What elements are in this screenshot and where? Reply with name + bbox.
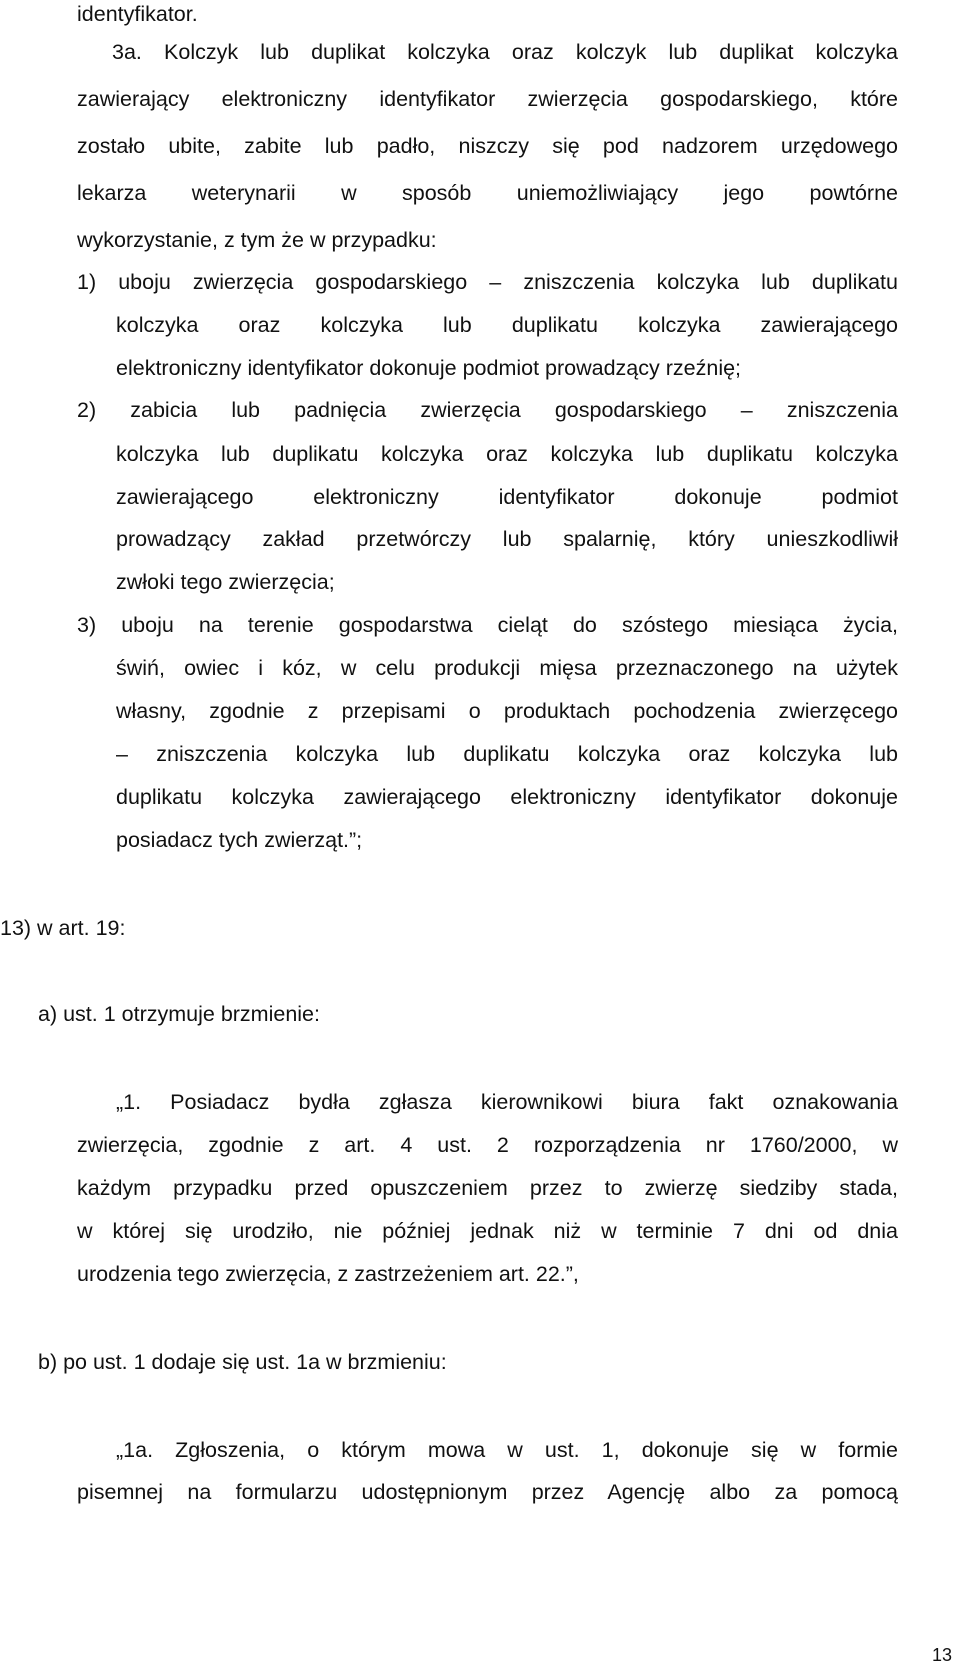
quote-1-line: każdym przypadku przed opuszczeniem przez to zwierzę siedziby stada, — [77, 1176, 898, 1200]
point-13-heading: 13) w art. 19: — [0, 916, 126, 940]
quote-1-line: „1. Posiadacz bydła zgłasza kierownikowi biura fakt oznakowania — [116, 1090, 898, 1114]
list-item-3-line: duplikatu kolczyka zawierającego elektroniczny identyfikator dokonuje — [116, 785, 898, 809]
page-number: 13 — [931, 1645, 952, 1665]
quote-1a-line: „1a. Zgłoszenia, o którym mowa w ust. 1, dokonuje się w formie — [116, 1438, 898, 1462]
list-item-3-line: posiadacz tych zwierząt.”; — [116, 828, 363, 852]
paragraph-3a-line: 3a. Kolczyk lub duplikat kolczyka oraz kolczyk lub duplikat kolczyka — [112, 40, 898, 64]
list-item-3-line: świń, owiec i kóz, w celu produkcji mięsa przeznaczonego na użytek — [116, 656, 898, 680]
list-item-1-line: elektroniczny identyfikator dokonuje podmiot prowadzący rzeźnię; — [116, 356, 742, 380]
list-item-3-line: własny, zgodnie z przepisami o produktach pochodzenia zwierzęcego — [116, 699, 898, 723]
list-item-2-line: 2) zabicia lub padnięcia zwierzęcia gospodarskiego – zniszczenia — [77, 398, 898, 422]
paragraph-3a-line: zostało ubite, zabite lub padło, niszczy się pod nadzorem urzędowego — [77, 134, 898, 158]
list-item-2-line: zwłoki tego zwierzęcia; — [116, 570, 335, 594]
list-item-3-line: – zniszczenia kolczyka lub duplikatu kolczyka oraz kolczyka lub — [116, 742, 898, 766]
subpoint-a-heading: a) ust. 1 otrzymuje brzmienie: — [38, 1002, 320, 1026]
text-line: identyfikator. — [77, 2, 198, 26]
paragraph-3a-line: zawierający elektroniczny identyfikator zwierzęcia gospodarskiego, które — [77, 87, 898, 111]
quote-1a-line: pisemnej na formularzu udostępnionym przez Agencję albo za pomocą — [77, 1480, 898, 1504]
paragraph-3a-line: wykorzystanie, z tym że w przypadku: — [77, 228, 437, 252]
list-item-2-line: zawierającego elektroniczny identyfikator dokonuje podmiot — [116, 485, 898, 509]
list-item-3-line: 3) uboju na terenie gospodarstwa cieląt do szóstego miesiąca życia, — [77, 613, 898, 637]
list-item-2-line: prowadzący zakład przetwórczy lub spalarnię, który unieszkodliwił — [116, 527, 898, 551]
list-item-2-line: kolczyka lub duplikatu kolczyka oraz kolczyka lub duplikatu kolczyka — [116, 442, 898, 466]
list-item-1-line: kolczyka oraz kolczyka lub duplikatu kolczyka zawierającego — [116, 313, 898, 337]
paragraph-3a-line: lekarza weterynarii w sposób uniemożliwiający jego powtórne — [77, 181, 898, 205]
quote-1-line: urodzenia tego zwierzęcia, z zastrzeżeniem art. 22.”, — [77, 1262, 579, 1286]
list-item-1-line: 1) uboju zwierzęcia gospodarskiego – zniszczenia kolczyka lub duplikatu — [77, 270, 898, 294]
quote-1-line: w której się urodziło, nie później jednak niż w terminie 7 dni od dnia — [77, 1219, 898, 1243]
subpoint-b-heading: b) po ust. 1 dodaje się ust. 1a w brzmieniu: — [38, 1350, 447, 1374]
quote-1-line: zwierzęcia, zgodnie z art. 4 ust. 2 rozporządzenia nr 1760/2000, w — [77, 1133, 898, 1157]
